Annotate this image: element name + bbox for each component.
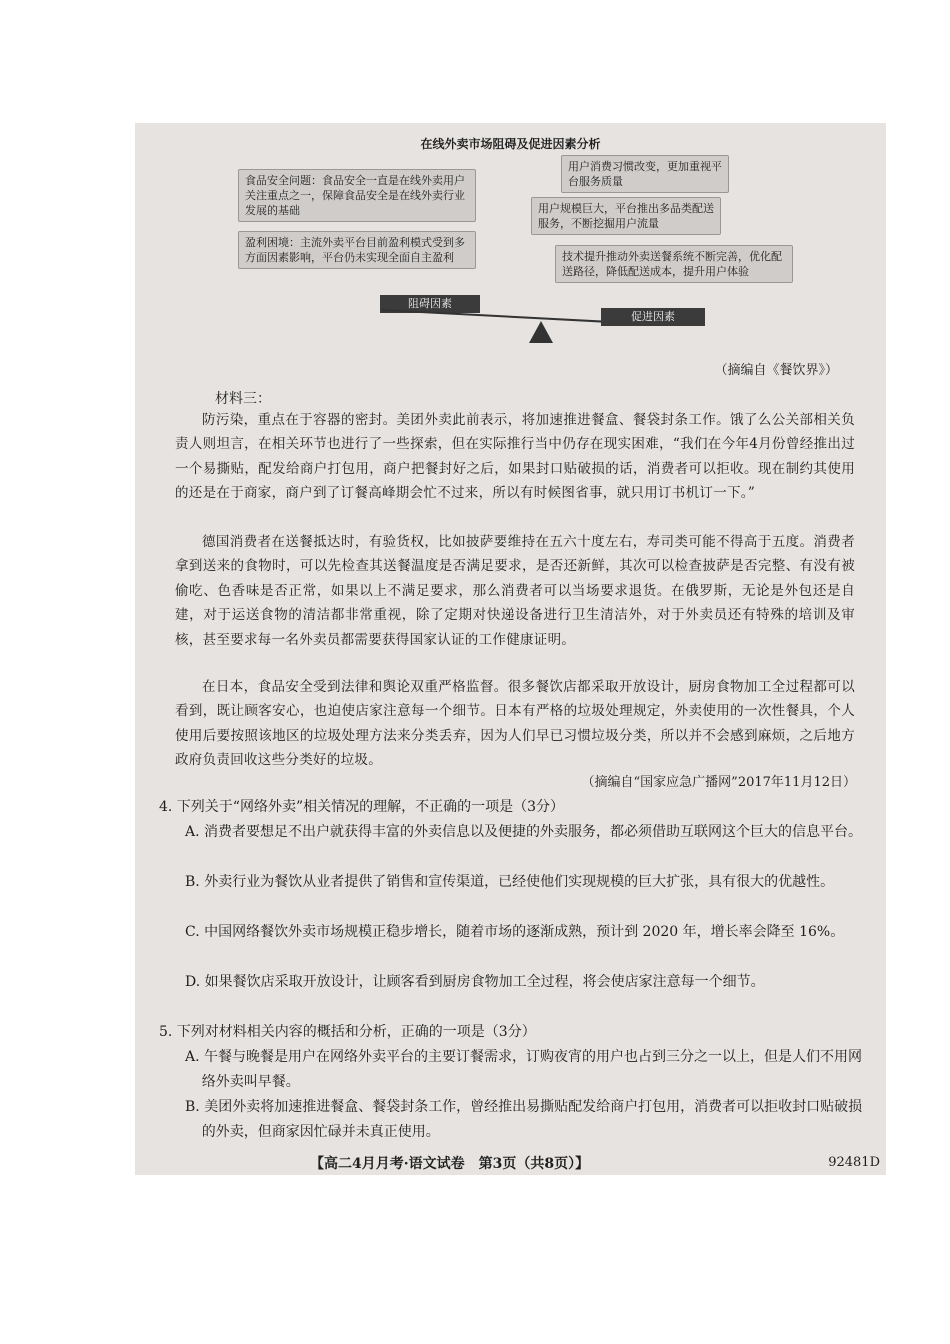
question-4-option-b: B. 外卖行业为餐饮从业者提供了销售和宣传渠道，已经使他们实现规模的巨大扩张，具有很大的优越性。: [185, 874, 835, 890]
material-paragraph-3: 在日本，食品安全受到法律和舆论双重严格监督。很多餐饮店都采取开放设计，厨房食物加工全过程都可以看到，既让顾客安心，也迫使店家注意每一个细节。日本有严格的垃圾处理规定，外卖使用的一次性餐具，个人使用后要按照该地区的垃圾处理方法来分类丢弃，因为人们早已习惯垃圾分类，所以并不会感到麻烦，之后地方政府负责回收这些分类好的垃圾。: [175, 679, 855, 769]
material-title: 材料三：: [215, 391, 271, 407]
question-4-option-a: A. 消费者要想足不出户就获得丰富的外卖信息以及便捷的外卖服务，都必须借助互联网这个巨大的信息平台。: [185, 824, 863, 840]
material-source: （摘编自“国家应急广播网”2017年11月12日）: [581, 775, 856, 790]
question-4-option-c: C. 中国网络餐饮外卖市场规模正稳步增长，随着市场的逐渐成熟，预计到 2020 年，增长率会降至 16%。: [185, 924, 845, 940]
question-4-option-d: D. 如果餐饮店采取开放设计，让顾客看到厨房食物加工全过程，将会使店家注意每一个细节。: [185, 974, 765, 990]
material-paragraph-2: 德国消费者在送餐抵达时，有验货权，比如披萨要维持在五六十度左右，寿司类可能不得高于五度。消费者拿到送来的食物时，可以先检查其送餐温度是否满足要求，是否还新鲜，其次可以检查披萨是否完整、有没有被偷吃、色香味是否正常，如果以上不满足要求，那么消费者可以当场要求退货。在俄罗斯，无论是外包还是自建，对于运送食物的清洁都非常重视，除了定期对快递设备进行卫生清洁外，对于外卖员还有特殊的培训及审核，甚至要求每一名外卖员都需要获得国家认证的工作健康证明。: [175, 534, 855, 648]
promoter-box-technology: 技术提升推动外卖送餐系统不断完善，优化配送路径，降低配送成本，提升用户体验: [555, 245, 793, 283]
question-5-option-a: A. 午餐与晚餐是用户在网络外卖平台的主要订餐需求，订购夜宵的用户也占到三分之一以上，但是人们不用网络外卖叫早餐。: [185, 1049, 863, 1090]
diagram-title: 在线外卖市场阻碍及促进因素分析: [420, 137, 601, 151]
exam-page: [135, 123, 886, 1175]
promoter-box-scale: 用户规模巨大，平台推出多品类配送服务，不断挖掘用户流量: [531, 197, 721, 235]
exam-code: 92481D: [828, 1155, 880, 1170]
promoter-label: 促进因素: [601, 308, 705, 326]
question-5-option-b: B. 美团外卖将加速推进餐盒、餐袋封条工作，曾经推出易撕贴配发给商户打包用，消费者可以拒收封口贴破损的外卖，但商家因忙碌并未真正使用。: [185, 1099, 863, 1140]
page-footer: 【高二4月月考·语文试卷 第3页（共8页）】: [310, 1156, 590, 1172]
obstacle-box-profit: 盈利困境：主流外卖平台目前盈利模式受到多方面因素影响，平台仍未实现全面自主盈利: [238, 231, 476, 269]
question-4-stem: 4. 下列关于“网络外卖”相关情况的理解，不正确的一项是（3分）: [159, 799, 565, 815]
balance-fulcrum: [529, 321, 553, 343]
diagram-source: （摘编自《餐饮界》）: [714, 363, 838, 378]
question-5-stem: 5. 下列对材料相关内容的概括和分析，正确的一项是（3分）: [159, 1024, 536, 1040]
promoter-box-habits: 用户消费习惯改变，更加重视平台服务质量: [561, 155, 729, 193]
material-paragraph-1: 防污染，重点在于容器的密封。美团外卖此前表示，将加速推进餐盒、餐袋封条工作。饿了么公关部相关负责人则坦言，在相关环节也进行了一些探索，但在实际推行当中仍存在现实困难，“我们在今年4月份曾经推出过一个易撕贴，配发给商户打包用，商户把餐封好之后，如果封口贴破损的话，消费者可以拒收。现在制约其使用的还是在于商家，商户到了订餐高峰期会忙不过来，所以有时候图省事，就只用订书机订一下。”: [175, 412, 855, 502]
obstacle-label: 阻碍因素: [380, 295, 480, 313]
obstacle-box-food-safety: 食品安全问题：食品安全一直是在线外卖用户关注重点之一，保障食品安全是在线外卖行业发展的基础: [238, 169, 476, 222]
